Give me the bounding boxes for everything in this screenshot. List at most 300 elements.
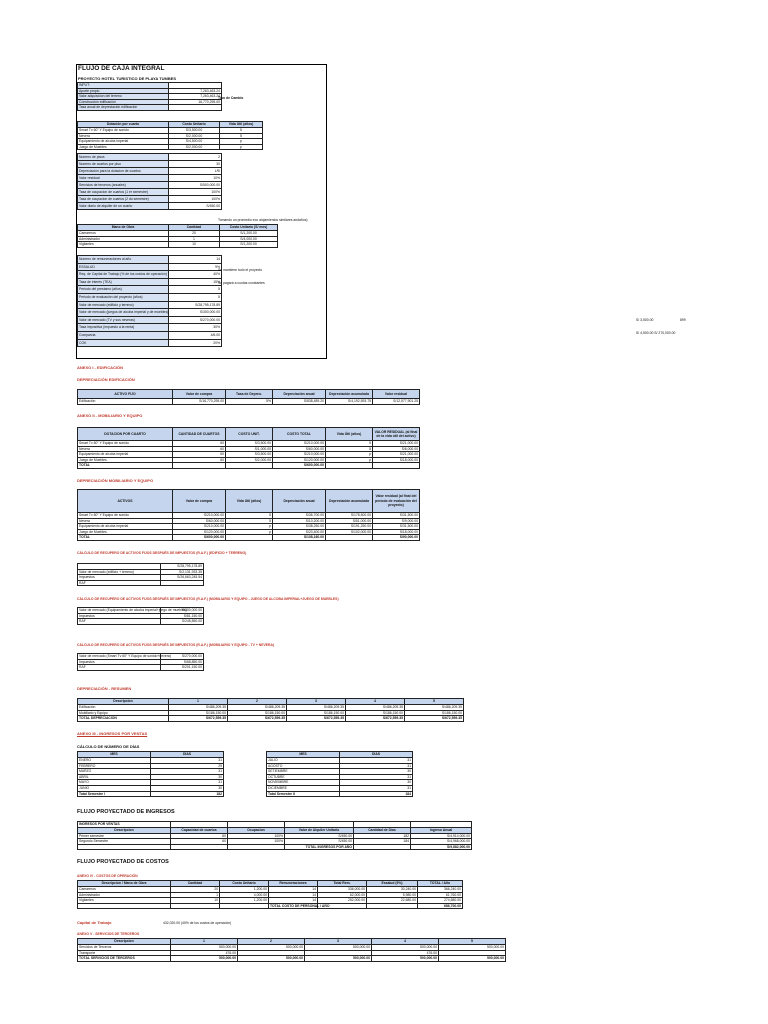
table-cell: 500,000.00 <box>238 945 305 951</box>
table-cell: 14 <box>269 892 318 898</box>
table-cell: 100% <box>228 833 285 839</box>
table-cell: DÍAS <box>340 752 413 758</box>
table-row <box>78 154 222 161</box>
table-cell: Equipamiento de alcoba imperial <box>78 139 169 145</box>
table-cell: S/68,850.00 <box>161 659 204 665</box>
table-cell: Valor residual <box>78 175 169 182</box>
table-cell: Vigilantes <box>78 898 171 904</box>
table-cell <box>169 105 222 111</box>
table-cell: 100% <box>228 839 285 845</box>
table-cell: MES <box>78 752 151 758</box>
table-cell <box>161 580 204 586</box>
table-row <box>78 168 222 175</box>
table-cell: 31 <box>151 758 224 764</box>
table-cell: Valor de mercado (TV y sus neveras) <box>78 316 169 324</box>
table-cell: 476.00 <box>171 950 238 956</box>
table-cell: S/4,968,000.00 <box>411 839 472 845</box>
rec2-title: CÁLCULO DE RECUPERO DE ACTIVOS FIJOS DESPUÉS DE IMPUESTOS (R.A.F.) (MOBILIARIO Y EQUIPO - JUEGO DE ALCOBA IMPERIAL+JUEGO DE MUEBLES) <box>77 597 339 601</box>
table-cell: 62,000.00 <box>318 892 367 898</box>
table-cell: S/4,500.00 <box>169 139 220 145</box>
table-cell: 31 <box>151 780 224 786</box>
table-row <box>267 791 413 797</box>
table-cell: S/3,500.00 <box>226 452 273 458</box>
table-cell: Segundo Semestre <box>78 839 171 845</box>
tc-label: Tipo de Cambio <box>218 96 244 100</box>
table-cell: Transporte <box>78 950 171 956</box>
rec2-block <box>77 607 204 625</box>
table-cell: S/10,200.00 <box>273 518 326 524</box>
rec3-title: CÁLCULO DE RECUPERO DE ACTIVOS FIJOS DESPUÉS DE IMPUESTOS (R.A.F.) (MOBILIARIO Y EQUIPO - TV + NEVERA) <box>77 643 275 647</box>
table-cell: S/186,150.00 <box>346 710 405 716</box>
table-cell: 20 <box>171 887 220 893</box>
table-row <box>78 399 420 405</box>
table-cell: 31 <box>340 763 413 769</box>
table-cell: 60 <box>171 839 228 845</box>
table-cell: S/1,000.00 <box>226 446 273 452</box>
table-cell: S/2,000.00 <box>169 133 220 139</box>
dep-mob-table <box>77 489 420 541</box>
table-cell: S/18,000.00 <box>373 457 420 463</box>
table-cell: S/120,000.00 <box>173 529 226 535</box>
table-cell: 60 <box>173 452 226 458</box>
table-cell: INPUT: <box>78 83 169 89</box>
table-cell: S/21,000.00 <box>373 452 420 458</box>
table-cell: Administrador <box>78 236 169 242</box>
table-cell: 14 <box>269 887 318 893</box>
table-cell: 500,000.00 <box>171 956 238 962</box>
table-cell: p <box>226 524 273 530</box>
capital-label: Capital de Trabajo <box>77 920 112 925</box>
ing-table <box>77 821 472 850</box>
table-cell: Ingreso Anual <box>411 827 472 833</box>
table-cell: JUNIO <box>78 785 151 791</box>
table-cell: Servicios de terceros (anuales) <box>78 182 169 189</box>
anexo3-title: ANEXO III - INGRESOS POR VENTAS <box>77 731 148 736</box>
table-cell: Impuestos <box>78 575 161 581</box>
table-cell: 40% <box>169 271 222 279</box>
dias-right-table <box>266 751 413 797</box>
table-row <box>78 665 204 671</box>
table-row <box>78 324 222 332</box>
table-row <box>78 608 204 614</box>
table-row <box>78 535 420 541</box>
table-cell: 61,760.00 <box>418 892 463 898</box>
table-cell: RAF <box>78 619 161 625</box>
table-cell: JULIO <box>267 758 340 764</box>
table-cell: 30% <box>169 324 222 332</box>
table-cell: Req. de Capital de Trabajo (% de los costos de operación) <box>79 272 167 277</box>
table-cell: S/28,795,178.89 <box>161 564 204 570</box>
table-cell: Edificación <box>78 705 169 711</box>
table-row <box>78 463 420 469</box>
table-cell: S/2,000.00 <box>226 457 273 463</box>
table-cell: Valor de compra <box>173 490 226 513</box>
table-row <box>78 791 224 797</box>
table-cell: Smart Tv 60" Y Equipo de sonido <box>78 128 169 134</box>
table-cell: 60 <box>173 441 226 447</box>
table-cell: 30,240.00 <box>367 887 418 893</box>
table-cell: S/186,150.00 <box>287 710 346 716</box>
table-cell: S/672,559.35 <box>287 716 346 722</box>
table-cell: Construcción edificación <box>78 99 169 105</box>
table-cell: OCTUBRE <box>267 774 340 780</box>
table-cell: Valor residual (al final del período de evaluación del proyecto) <box>373 490 420 513</box>
table-row <box>78 331 222 339</box>
edif-table <box>77 389 420 405</box>
tea-note: Se pagará a cuotas constantes <box>218 281 265 285</box>
table-row <box>78 256 222 264</box>
table-cell: S/186,150.00 <box>228 710 287 716</box>
table-cell: S/4,000.00 <box>220 236 278 242</box>
table-cell: 5 <box>220 133 263 139</box>
table-row <box>78 490 420 513</box>
table-cell: S/3,500.00 <box>169 128 220 134</box>
params-table <box>77 82 222 111</box>
assets-block <box>77 121 263 150</box>
table-cell: S/60,000.00 <box>173 518 226 524</box>
table-cell: Vida Útil (años) <box>326 428 373 441</box>
table-cell: 16,770,295.00 <box>169 99 222 105</box>
anexo2-title: ANEXO II - MOBILIARIO Y EQUIPO <box>77 413 143 418</box>
table-cell: TOTAL DEPRECIACION <box>78 716 169 722</box>
table-cell: S/20,400.00 <box>273 529 326 535</box>
table-cell: Valor de mercado (edificio + terreno) <box>78 569 161 575</box>
table-cell: 30 <box>151 774 224 780</box>
table-cell: 476.00 <box>372 950 439 956</box>
table-cell: 7,263,463.24 <box>169 94 222 100</box>
table-cell: S/16,770,295.00 <box>173 399 226 405</box>
alquiler-note: Tomando un promedio eco alojamientos similares andaños) <box>218 218 308 222</box>
table-cell: S/51,000.00 <box>326 518 373 524</box>
table-row <box>78 654 204 660</box>
table-cell <box>78 844 171 850</box>
rec3-table <box>77 653 204 671</box>
table-cell: S/486,209.35 <box>346 705 405 711</box>
table-cell: S/3,500.00 <box>226 441 273 447</box>
table-row <box>78 144 263 150</box>
table-cell: 5 <box>226 513 273 519</box>
table-cell: Camareros <box>78 887 171 893</box>
dias-right-block <box>266 751 413 797</box>
table-cell: 3 <box>305 939 372 945</box>
table-cell: 1 <box>169 699 228 705</box>
table-cell: Servicios de Terceros <box>78 945 171 951</box>
table-cell: S/672,559.35 <box>169 716 228 722</box>
anexo5-title: ANEXO V - SERVICIOS DE TERCEROS <box>77 932 140 936</box>
table-cell: S/191,250.00 <box>326 524 373 530</box>
table-cell: 7,263,463.24 <box>169 88 222 94</box>
table-cell: p <box>226 529 273 535</box>
table-cell <box>171 844 228 850</box>
table-cell <box>326 535 373 541</box>
table-cell: Depreciación anual <box>273 490 326 513</box>
table-cell: 5 <box>405 699 464 705</box>
table-cell: 5 <box>326 441 373 447</box>
cost-block <box>77 880 463 909</box>
table-cell: Juego de Muebles <box>78 529 173 535</box>
table-cell: 336,000.00 <box>318 887 367 893</box>
table-cell: p <box>220 144 263 150</box>
table-cell: ABRIL <box>78 774 151 780</box>
table-row <box>78 271 222 279</box>
table-cell: Descripcion / Mano de Obra <box>78 881 171 887</box>
table-cell: INGRESOS POR VENTAS <box>78 822 171 828</box>
params-block <box>77 82 222 111</box>
table-cell: 60 <box>173 446 226 452</box>
table-cell <box>354 844 411 850</box>
table-cell: 182 <box>151 791 224 797</box>
side-note-1b: 899 <box>680 318 686 322</box>
table-cell: 500,000.00 <box>372 956 439 962</box>
table-cell: 500,000.00 <box>238 956 305 962</box>
table-cell: 686,700.00 <box>418 903 463 909</box>
table-cell: 184 <box>340 791 413 797</box>
table-row <box>78 716 464 722</box>
table-cell: 30 <box>340 769 413 775</box>
table-cell: S/108,160.00 <box>273 535 326 541</box>
table-cell <box>78 903 171 909</box>
table-cell: 4 <box>372 939 439 945</box>
table-cell: 5 <box>326 446 373 452</box>
table-cell: TOTAL / Año <box>418 881 463 887</box>
table-cell: S/2,000.00 <box>169 144 220 150</box>
table-cell: S/600,000.00 <box>273 463 326 469</box>
table-row <box>78 956 506 962</box>
table-cell: S/90,000.00 <box>373 535 420 541</box>
rec1-block <box>77 563 204 586</box>
table-cell: S/4,914,000.00 <box>411 833 472 839</box>
table-cell: Dotación por cuarto <box>78 122 169 128</box>
table-cell: 182 <box>354 833 411 839</box>
table-cell: TOTAL <box>78 463 173 469</box>
anexo1-title: ANEXO I - EDIFICACIÓN <box>77 365 124 370</box>
table-cell: S/12,577,901.25 <box>373 399 420 405</box>
table-row <box>78 293 222 301</box>
table-cell: Aporte propio <box>78 88 169 94</box>
table-cell: S/210,000.00 <box>273 441 326 447</box>
table-cell: 22,680.00 <box>367 898 418 904</box>
table-cell: Tasa de ocupacion de cuartos (1 er semestre) <box>78 189 169 196</box>
table-row <box>78 844 472 850</box>
table-cell: Cantidad <box>171 881 220 887</box>
table-cell: TOTAL SERVICIOS DE TERCEROS <box>78 956 171 962</box>
ing-block <box>77 821 472 850</box>
table-cell: S/4,192,593.75 <box>326 399 373 405</box>
table-cell: Impuestos <box>78 613 161 619</box>
table-row <box>78 580 204 586</box>
table-cell: Tasa anual de depreciación edificación <box>78 105 169 111</box>
table-cell: 1 <box>169 236 220 242</box>
table-cell: Camareros <box>78 231 169 237</box>
table-cell: S/31,500.00 <box>373 524 420 530</box>
table-row <box>78 619 204 625</box>
table-cell: Mano de Obra <box>78 225 169 231</box>
table-cell: S/270,000.00 <box>161 654 204 660</box>
table-cell: 5 <box>169 293 222 301</box>
table-row <box>78 161 222 168</box>
table-cell: 1 <box>171 892 220 898</box>
mob-table <box>77 427 420 469</box>
table-cell: Mobiliario y Equipo <box>78 710 169 716</box>
table-cell: 30 <box>151 785 224 791</box>
serv-block <box>77 938 506 962</box>
table-cell: Administrador <box>78 892 171 898</box>
table-row <box>78 278 222 286</box>
table-cell: Capacidad de cuartos <box>171 827 228 833</box>
dep-edif-title: DEPRECIACIÓN EDIFICACIÓN <box>77 377 135 382</box>
table-cell: S/18,000.00 <box>373 529 420 535</box>
staff-block <box>77 224 278 248</box>
rec1-title: CÁLCULO DE RECUPERO DE ACTIVOS FIJOS DESPUÉS DE IMPUESTOS (R.A.F.) (EDIFICIO + TERRENO) <box>77 551 247 555</box>
table-cell: 5 <box>439 939 506 945</box>
table-cell: 31 <box>151 769 224 775</box>
table-cell: Valor de mercado (Smart Tv 60" Y Equipo de sonido+nevera) <box>79 654 171 659</box>
table-cell: 500,000.00 <box>171 945 238 951</box>
table-cell <box>171 903 220 909</box>
table-cell: Nevera <box>78 446 173 452</box>
table-cell: COSTO UNIT. <box>226 428 273 441</box>
table-cell: FEBRERO <box>78 763 151 769</box>
table-cell: Cantidad de Días <box>354 827 411 833</box>
table-cell: S/38,250.00 <box>273 524 326 530</box>
table-cell: S/26,663,245.54 <box>161 575 204 581</box>
table-cell: Cantidad <box>169 225 220 231</box>
table-cell: Vida Util (años) <box>226 490 273 513</box>
table-cell: 1 <box>171 939 238 945</box>
table-cell: 14 <box>169 256 222 264</box>
table-cell: S/486,209.35 <box>405 705 464 711</box>
table-row <box>78 242 278 248</box>
table-cell: S/270,000.00 <box>169 316 222 324</box>
params2-block <box>77 153 222 210</box>
table-cell: S/672,559.35 <box>346 716 405 722</box>
table-cell: DÍAS <box>151 752 224 758</box>
table-cell: S/102,000.00 <box>326 529 373 535</box>
table-cell: CANTIDAD DE CUARTOS <box>173 428 226 441</box>
table-cell: 252,000.00 <box>318 898 367 904</box>
serv-table <box>77 938 506 962</box>
table-cell: Depreciación acumulada <box>326 490 373 513</box>
table-cell: Costo Unitario (S/ mes) <box>220 225 278 231</box>
table-cell: 4/6.00 <box>169 331 222 339</box>
table-cell: ENERO <box>78 758 151 764</box>
table-cell: Ocupacion <box>228 827 285 833</box>
table-cell: Tasa de ocupacion de cuartos (2 do semestre) <box>78 196 169 203</box>
table-row <box>78 203 222 210</box>
table-cell: 2 <box>169 154 222 161</box>
table-cell: Smart Tv 60" Y Equipo de sonido <box>78 513 173 519</box>
table-cell: Depreciación para la dotacion de cuartos <box>78 168 169 175</box>
table-cell: MAYO <box>78 780 151 786</box>
table-cell: Impuestos <box>78 659 161 665</box>
table-cell: SETIEMBRE <box>267 769 340 775</box>
table-row <box>78 301 222 309</box>
cost-title: FLUJO PROYECTADO DE COSTOS <box>77 859 169 865</box>
table-cell: 184 <box>354 839 411 845</box>
table-cell: 4,000.00 <box>220 892 269 898</box>
table-cell: AGOSTO <box>267 763 340 769</box>
table-cell: 20% <box>169 339 222 347</box>
table-row <box>78 339 222 347</box>
table-cell: Valor de mercado (juegos de alcoba imperial y de muebles) <box>79 310 169 315</box>
table-cell: VALOR RESIDUAL (al final de la vida útil del activo) <box>373 428 420 441</box>
table-cell: MARZO <box>78 769 151 775</box>
table-cell: TOTAL <box>78 535 173 541</box>
table-cell: 5 <box>226 518 273 524</box>
table-row <box>78 316 222 324</box>
table-cell: 30 <box>169 161 222 168</box>
table-cell: COK <box>78 339 169 347</box>
table-cell: S/300,000.00 <box>161 608 204 614</box>
table-cell: Essalud (9%) <box>367 881 418 887</box>
table-cell: Descripcion <box>78 699 169 705</box>
table-cell: S/28,795,178.89 <box>169 301 222 309</box>
table-cell: p <box>220 139 263 145</box>
table-cell <box>326 463 373 469</box>
table-cell: Total Semestre I <box>78 791 151 797</box>
side-note-1: S/ 3,500.00 <box>636 318 654 322</box>
table-cell: 31 <box>340 758 413 764</box>
table-cell: Descripcion <box>78 939 171 945</box>
table-cell: COSTO TOTAL <box>273 428 326 441</box>
table-cell: S/9,000.00 <box>373 518 420 524</box>
table-cell: S/500,000.00 <box>169 182 222 189</box>
table-cell: S/186,150.00 <box>169 710 228 716</box>
table-cell: 60 <box>171 833 228 839</box>
table-cell: S/81,150.00 <box>161 613 204 619</box>
table-cell: DOTACION POR CUARTO <box>78 428 173 441</box>
table-cell <box>367 903 418 909</box>
table-cell: 366,240.00 <box>418 887 463 893</box>
table-cell: Depreciación anual <box>273 390 326 399</box>
table-cell: Numero de remuneraciones al año <box>78 256 169 264</box>
anexo4-title: ANEXO IV - COSTOS DE OPERACIÓN <box>77 874 138 878</box>
dep-res-table <box>77 698 464 722</box>
table-cell: S/672,559.35 <box>228 716 287 722</box>
table-cell: TOTAL INGRESOS POR AÑO <box>285 844 354 850</box>
table-cell: Remuneraciones <box>269 881 318 887</box>
table-cell: S/36,700.00 <box>273 513 326 519</box>
table-cell: Total Rem. <box>318 881 367 887</box>
params3-block <box>77 255 222 347</box>
dep-mob-title: DEPRECIACIÓN MOBILIARIO Y EQUIPO <box>77 478 154 483</box>
table-cell: 60 <box>173 457 226 463</box>
table-cell <box>228 844 285 850</box>
dep-res-block <box>77 698 464 722</box>
table-cell: 31 <box>340 785 413 791</box>
table-cell: S/486,209.35 <box>169 705 228 711</box>
table-cell: S/1,200.00 <box>220 231 278 237</box>
table-cell: 30 <box>340 780 413 786</box>
table-cell: 14 <box>269 898 318 904</box>
table-cell: 9% <box>169 263 222 271</box>
table-cell: p <box>326 452 373 458</box>
table-cell: S/186,150.00 <box>405 710 464 716</box>
table-cell: Tasa de interés (TEA) <box>78 278 169 286</box>
table-cell <box>226 463 273 469</box>
table-cell: Valor de mercado (Equipamiento de alcoba imperial+juego de muebles) <box>79 608 187 613</box>
table-cell: Comparcia <box>78 331 169 339</box>
table-cell: 500,000.00 <box>439 945 506 951</box>
table-cell: ACTIVOS <box>78 490 173 513</box>
table-cell: LRI <box>169 168 222 175</box>
side-note-2: S/ 4,500.00 S/ 270,000.00 <box>636 331 676 335</box>
table-cell: DICIEMBRE <box>267 785 340 791</box>
table-cell: Primer semestre <box>78 833 171 839</box>
table-cell: Valor residual <box>373 390 420 399</box>
table-cell: MES <box>267 752 340 758</box>
table-cell: 5 <box>220 128 263 134</box>
